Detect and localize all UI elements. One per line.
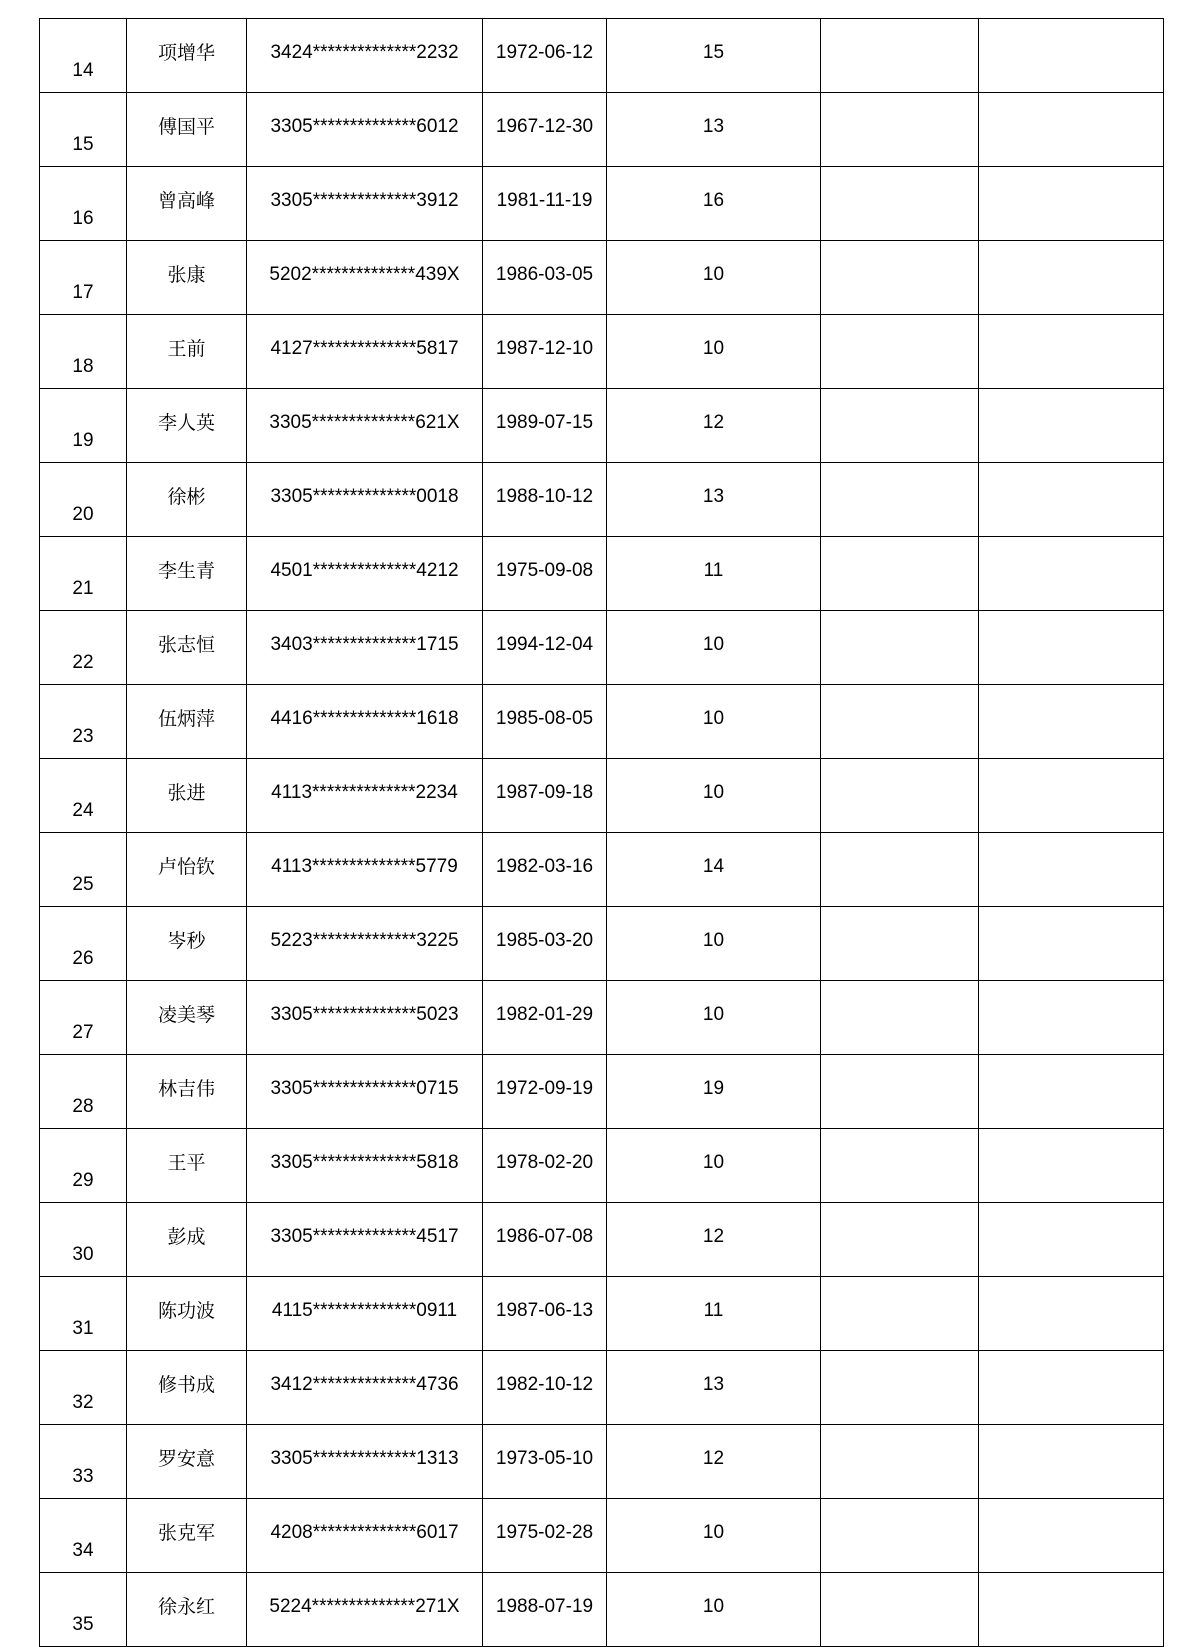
row-number-cell: 18 [40,315,127,389]
name-cell: 李生青 [127,537,247,611]
empty-cell [979,759,1164,833]
id-number-cell: 5224**************271X [247,1573,483,1647]
empty-cell [821,19,979,93]
empty-cell [821,1499,979,1573]
value-cell: 10 [607,1573,821,1647]
table-row [40,1351,1164,1425]
name-cell: 伍炳萍 [127,685,247,759]
birth-date-cell: 1981-11-19 [483,167,607,241]
row-number-cell: 25 [40,833,127,907]
birth-date-cell: 1988-07-19 [483,1573,607,1647]
birth-date-cell: 1972-09-19 [483,1055,607,1129]
id-number-cell: 3305**************4517 [247,1203,483,1277]
table-row [40,1499,1164,1573]
empty-cell [821,1351,979,1425]
row-number-cell: 30 [40,1203,127,1277]
id-number-cell: 3305**************5818 [247,1129,483,1203]
id-number-cell: 4416**************1618 [247,685,483,759]
value-cell: 11 [607,537,821,611]
table-row [40,19,1164,93]
birth-date-cell: 1985-08-05 [483,685,607,759]
name-cell: 岑秒 [127,907,247,981]
value-cell: 10 [607,241,821,315]
name-cell: 张康 [127,241,247,315]
name-cell: 傅国平 [127,93,247,167]
empty-cell [979,241,1164,315]
empty-cell [979,93,1164,167]
name-cell: 徐彬 [127,463,247,537]
id-number-cell: 3305**************3912 [247,167,483,241]
table-row [40,1425,1164,1499]
name-cell: 罗安意 [127,1425,247,1499]
value-cell: 10 [607,759,821,833]
value-cell: 10 [607,611,821,685]
empty-cell [979,907,1164,981]
id-number-cell: 3305**************5023 [247,981,483,1055]
empty-cell [821,981,979,1055]
empty-cell [979,537,1164,611]
empty-cell [821,611,979,685]
row-number-cell: 29 [40,1129,127,1203]
empty-cell [979,1203,1164,1277]
row-number-cell: 31 [40,1277,127,1351]
id-number-cell: 3424**************2232 [247,19,483,93]
id-number-cell: 4113**************2234 [247,759,483,833]
name-cell: 张进 [127,759,247,833]
id-number-cell: 3403**************1715 [247,611,483,685]
row-number-cell: 33 [40,1425,127,1499]
table-row [40,981,1164,1055]
birth-date-cell: 1978-02-20 [483,1129,607,1203]
empty-cell [821,93,979,167]
empty-cell [979,1129,1164,1203]
table-row [40,1203,1164,1277]
table-row [40,93,1164,167]
value-cell: 10 [607,1129,821,1203]
empty-cell [979,981,1164,1055]
birth-date-cell: 1986-07-08 [483,1203,607,1277]
name-cell: 徐永红 [127,1573,247,1647]
empty-cell [821,685,979,759]
name-cell: 王前 [127,315,247,389]
id-number-cell: 5223**************3225 [247,907,483,981]
id-number-cell: 4208**************6017 [247,1499,483,1573]
name-cell: 项增华 [127,19,247,93]
value-cell: 12 [607,1203,821,1277]
value-cell: 10 [607,1499,821,1573]
empty-cell [821,1129,979,1203]
row-number-cell: 23 [40,685,127,759]
birth-date-cell: 1988-10-12 [483,463,607,537]
id-number-cell: 3305**************0715 [247,1055,483,1129]
table-row [40,833,1164,907]
table-row [40,1055,1164,1129]
value-cell: 19 [607,1055,821,1129]
id-number-cell: 4115**************0911 [247,1277,483,1351]
value-cell: 13 [607,463,821,537]
row-number-cell: 32 [40,1351,127,1425]
empty-cell [979,389,1164,463]
empty-cell [979,315,1164,389]
empty-cell [979,1351,1164,1425]
id-number-cell: 3305**************1313 [247,1425,483,1499]
roster-table [39,18,1164,1647]
row-number-cell: 22 [40,611,127,685]
id-number-cell: 3305**************621X [247,389,483,463]
name-cell: 王平 [127,1129,247,1203]
name-cell: 张志恒 [127,611,247,685]
name-cell: 李人英 [127,389,247,463]
birth-date-cell: 1994-12-04 [483,611,607,685]
table-row [40,537,1164,611]
value-cell: 10 [607,315,821,389]
value-cell: 10 [607,981,821,1055]
name-cell: 林吉伟 [127,1055,247,1129]
empty-cell [821,1055,979,1129]
birth-date-cell: 1987-09-18 [483,759,607,833]
empty-cell [979,167,1164,241]
row-number-cell: 15 [40,93,127,167]
birth-date-cell: 1989-07-15 [483,389,607,463]
row-number-cell: 21 [40,537,127,611]
empty-cell [821,907,979,981]
empty-cell [979,1425,1164,1499]
value-cell: 13 [607,1351,821,1425]
birth-date-cell: 1973-05-10 [483,1425,607,1499]
empty-cell [821,315,979,389]
table-row [40,463,1164,537]
table-row [40,315,1164,389]
id-number-cell: 4501**************4212 [247,537,483,611]
empty-cell [979,19,1164,93]
birth-date-cell: 1982-01-29 [483,981,607,1055]
empty-cell [979,611,1164,685]
empty-cell [979,1277,1164,1351]
empty-cell [821,759,979,833]
empty-cell [821,537,979,611]
empty-cell [821,1573,979,1647]
name-cell: 凌美琴 [127,981,247,1055]
table-body [40,19,1164,1647]
id-number-cell: 4127**************5817 [247,315,483,389]
empty-cell [821,833,979,907]
row-number-cell: 20 [40,463,127,537]
table-row [40,389,1164,463]
id-number-cell: 4113**************5779 [247,833,483,907]
id-number-cell: 3305**************0018 [247,463,483,537]
birth-date-cell: 1975-09-08 [483,537,607,611]
value-cell: 15 [607,19,821,93]
empty-cell [979,1055,1164,1129]
empty-cell [821,389,979,463]
table-row [40,241,1164,315]
value-cell: 13 [607,93,821,167]
table-row [40,611,1164,685]
birth-date-cell: 1982-10-12 [483,1351,607,1425]
name-cell: 张克军 [127,1499,247,1573]
value-cell: 16 [607,167,821,241]
row-number-cell: 14 [40,19,127,93]
birth-date-cell: 1987-12-10 [483,315,607,389]
empty-cell [821,241,979,315]
empty-cell [979,833,1164,907]
birth-date-cell: 1986-03-05 [483,241,607,315]
empty-cell [821,167,979,241]
empty-cell [821,463,979,537]
table-row [40,685,1164,759]
table-row [40,907,1164,981]
value-cell: 10 [607,907,821,981]
birth-date-cell: 1987-06-13 [483,1277,607,1351]
id-number-cell: 5202**************439X [247,241,483,315]
row-number-cell: 16 [40,167,127,241]
birth-date-cell: 1975-02-28 [483,1499,607,1573]
table-row [40,167,1164,241]
row-number-cell: 24 [40,759,127,833]
name-cell: 卢怡钦 [127,833,247,907]
table-row [40,1573,1164,1647]
id-number-cell: 3305**************6012 [247,93,483,167]
empty-cell [821,1277,979,1351]
row-number-cell: 26 [40,907,127,981]
birth-date-cell: 1982-03-16 [483,833,607,907]
name-cell: 修书成 [127,1351,247,1425]
row-number-cell: 19 [40,389,127,463]
value-cell: 11 [607,1277,821,1351]
value-cell: 10 [607,685,821,759]
row-number-cell: 34 [40,1499,127,1573]
row-number-cell: 28 [40,1055,127,1129]
name-cell: 彭成 [127,1203,247,1277]
birth-date-cell: 1972-06-12 [483,19,607,93]
row-number-cell: 17 [40,241,127,315]
row-number-cell: 35 [40,1573,127,1647]
table-row [40,759,1164,833]
birth-date-cell: 1967-12-30 [483,93,607,167]
empty-cell [979,685,1164,759]
value-cell: 14 [607,833,821,907]
name-cell: 陈功波 [127,1277,247,1351]
id-number-cell: 3412**************4736 [247,1351,483,1425]
table-row [40,1129,1164,1203]
empty-cell [821,1203,979,1277]
birth-date-cell: 1985-03-20 [483,907,607,981]
empty-cell [979,463,1164,537]
value-cell: 12 [607,1425,821,1499]
row-number-cell: 27 [40,981,127,1055]
empty-cell [821,1425,979,1499]
empty-cell [979,1573,1164,1647]
value-cell: 12 [607,389,821,463]
name-cell: 曾高峰 [127,167,247,241]
table-row [40,1277,1164,1351]
empty-cell [979,1499,1164,1573]
